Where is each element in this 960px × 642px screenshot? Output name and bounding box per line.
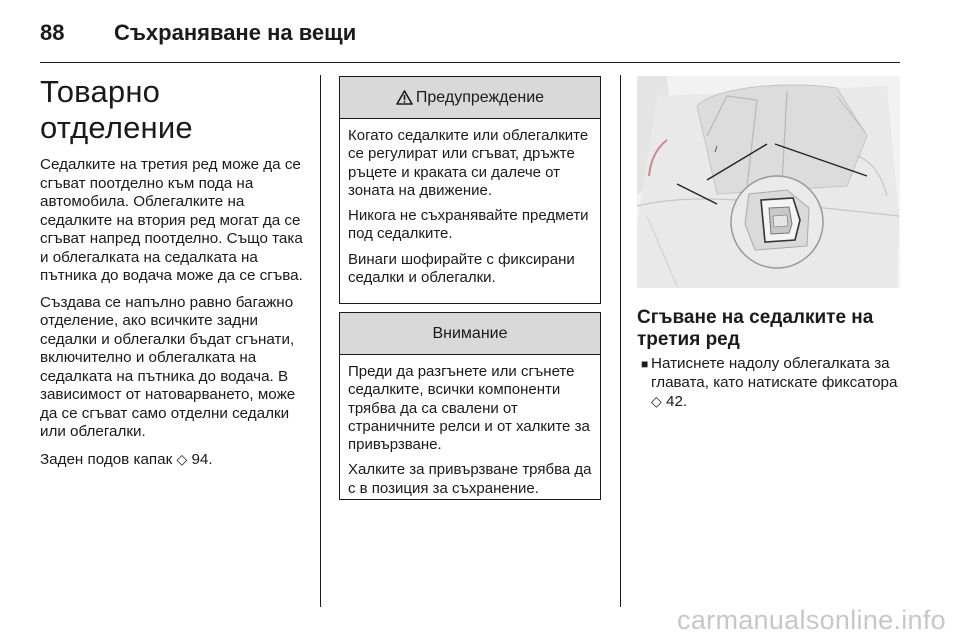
xref-page: 94.	[191, 450, 213, 468]
cross-reference[interactable]	[40, 450, 308, 470]
fold-step-text	[651, 355, 900, 412]
column-divider-left	[320, 75, 321, 607]
caution-header	[340, 313, 600, 355]
paragraph: Преди да разгънете или сгънете седалките, всички компоненти трябва да са свалени от страничните релси и от халките за привързване.	[348, 363, 590, 454]
fold-step	[637, 355, 900, 412]
caution-box	[339, 312, 601, 500]
caution-title: Внимание	[432, 324, 508, 342]
xref-text: Заден подов капак	[40, 450, 173, 468]
section-title: Товарно отделение	[40, 74, 193, 145]
page-reference-icon: ◇	[176, 450, 188, 467]
paragraph: Никога не съхранявайте предмети под седалките.	[348, 207, 589, 243]
page-reference-icon[interactable]: ◇	[651, 393, 662, 409]
header-rule	[40, 62, 900, 63]
warning-triangle-icon	[396, 90, 413, 105]
column-left	[40, 74, 308, 477]
page-title: Съхраняване на вещи	[114, 20, 357, 45]
paragraph: Създава се напълно равно багажно отделение, ако всичките задни седалки и облегалки бъдат сгънати, включително и облегалката на седалката на пътника до водача. В зависимост от натоварването, може да се сгъват само отделни седалки или облегалки.	[40, 293, 296, 440]
page-number: 88	[40, 20, 65, 45]
paragraph: Халките за привързване трябва да с в позиция за съхранение.	[348, 461, 592, 497]
paragraph: Когато седалките или облегалките се регулират или сгъват, дръжте ръцете и краката си далече от зоната на движение.	[348, 127, 589, 199]
caution-body	[340, 355, 600, 498]
fold-subheading: Сгъване на седалките на третия ред	[637, 307, 874, 350]
watermark: carmanualsonline.info	[677, 605, 946, 635]
step-page[interactable]: 42.	[666, 393, 688, 410]
cargo-seat-illustration	[637, 76, 900, 288]
warning-title: Предупреждение	[415, 88, 545, 106]
paragraph: Седалките на третия ред може да се сгъват поотделно към пода на автомобила. Облегалките на седалките на втория ред могат да се сгъват напред поотделно. Също така и облегалката на седалката на пътника до водача може да се сгъва.	[40, 156, 303, 284]
paragraph: Винаги шофирайте с фиксирани седалки и облегалки.	[348, 250, 575, 287]
warning-header	[340, 77, 600, 119]
page-header	[40, 18, 356, 48]
step-text: Натиснете надолу облегалката за главата, като натискате фиксатора	[651, 355, 898, 391]
warning-box	[339, 76, 601, 304]
column-divider-right	[620, 75, 621, 607]
bullet-square-icon: ■	[641, 357, 649, 371]
column-right	[637, 76, 900, 412]
warning-body	[340, 119, 600, 287]
